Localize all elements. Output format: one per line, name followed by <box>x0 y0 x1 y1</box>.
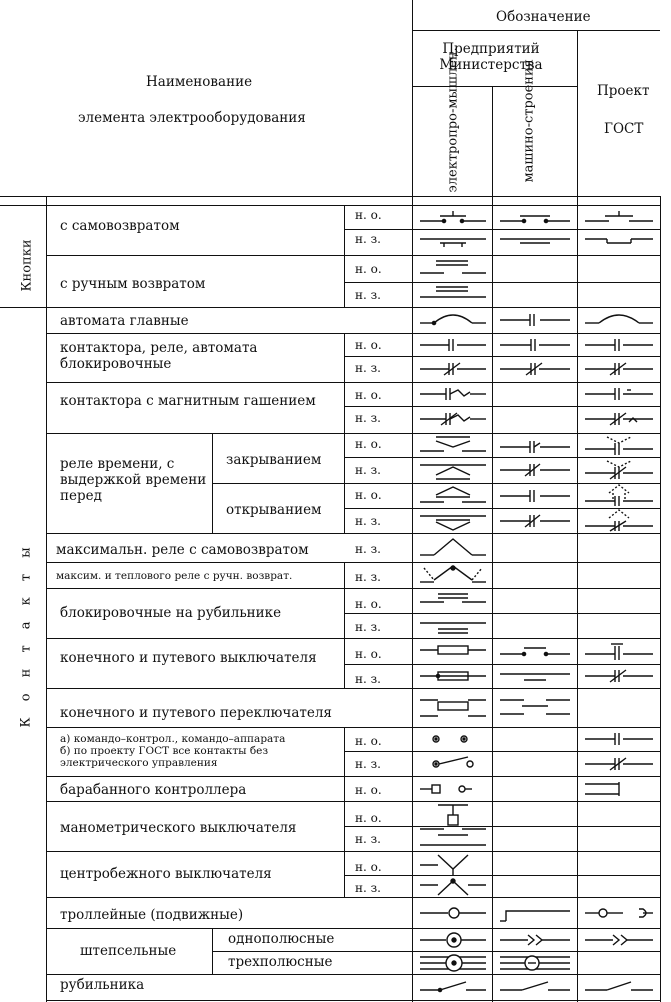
section-buttons: Кнопки <box>19 239 35 292</box>
row-main: автомата главные <box>60 313 189 329</box>
header-gost-line2: ГОСТ <box>604 121 644 137</box>
symbol-timer-close-no-machine <box>494 433 576 457</box>
mode-btn-manual-no: н. о. <box>355 262 382 276</box>
row-plug: штепсельные <box>80 943 177 959</box>
symbol-command-nz-electro <box>414 751 492 776</box>
symbol-drum-gost <box>579 776 659 801</box>
symbol-limit-no-machine <box>494 638 576 664</box>
symbol-block-nz-machine <box>494 356 576 382</box>
row-btn-self: с самовозвратом <box>60 218 180 234</box>
mode-btn-self-nz: н. з. <box>355 232 381 246</box>
symbol-plug-triple-electro <box>414 951 492 974</box>
symbol-button-no-electro <box>414 205 492 229</box>
mode-mano-nz: н. з. <box>355 832 381 846</box>
symbol-plug-triple-machine <box>494 951 576 974</box>
symbol-main-gost <box>579 307 659 333</box>
mode-timer-close-nz: н. з. <box>355 463 381 477</box>
row-timer-close: закрыванием <box>226 452 322 468</box>
row-knife: рубильника <box>60 977 145 993</box>
symbol-limit-no-electro <box>414 638 492 664</box>
symbol-switch-block-no-electro <box>414 588 492 613</box>
mode-magnet-nz: н. з. <box>355 411 381 425</box>
header-enterprises: Предприятий Министерства <box>439 41 543 73</box>
row-plug-single: однополюсные <box>228 931 335 947</box>
symbol-command-no-gost <box>579 727 659 751</box>
symbol-max-electro <box>414 533 492 562</box>
mode-mano-no: н. о. <box>355 811 382 825</box>
symbol-timer-open-nz-gost <box>579 508 659 533</box>
mode-command-nz: н. з. <box>355 757 381 771</box>
symbol-timer-open-no-gost <box>579 483 659 508</box>
header-name-line1: Наименование <box>146 74 253 90</box>
symbol-magnet-no-gost <box>579 382 659 406</box>
mode-command-no: н. о. <box>355 734 382 748</box>
symbol-block-no-gost <box>579 333 659 356</box>
row-max-thermal: максим. и теплового реле с ручн. возврат. <box>56 570 293 582</box>
symbol-timer-close-nz-electro <box>414 457 492 483</box>
row-drum: барабанного контроллера <box>60 782 247 798</box>
row-block: контактора, реле, автомата блокировочные <box>60 340 258 372</box>
mode-max-nz: н. з. <box>355 542 381 556</box>
row-timer-open: открыванием <box>226 502 322 518</box>
symbol-magnet-nz-electro <box>414 406 492 433</box>
symbol-button-no-machine <box>494 205 576 229</box>
mode-btn-self-no: н. о. <box>355 208 382 222</box>
symbol-trolley-electro <box>414 897 492 928</box>
symbol-timer-close-nz-gost <box>579 457 659 483</box>
row-btn-manual: с ручным возвратом <box>60 276 206 292</box>
symbol-plug-single-electro <box>414 928 492 951</box>
row-plug-triple: трехполюсные <box>228 954 333 970</box>
mode-limit-no: н. о. <box>355 647 382 661</box>
row-trolley: троллейные (подвижные) <box>60 907 244 923</box>
row-limit: конечного и путевого выключателя <box>60 650 317 666</box>
symbol-button-nz-machine <box>494 229 576 255</box>
symbol-timer-close-no-gost <box>579 433 659 457</box>
symbol-timer-open-nz-machine <box>494 508 576 533</box>
mode-drum-no: н. о. <box>355 783 382 797</box>
mode-centri-no: н. о. <box>355 860 382 874</box>
mode-switch-block-nz: н. з. <box>355 620 381 634</box>
symbol-limit-no-gost <box>579 638 659 664</box>
mode-block-nz: н. з. <box>355 361 381 375</box>
symbol-button-nz-gost <box>579 229 659 255</box>
symbol-knife-gost <box>579 974 659 1000</box>
symbol-limit-nz-electro <box>414 664 492 688</box>
symbol-limit-nz-gost <box>579 664 659 688</box>
symbol-timer-close-no-electro <box>414 433 492 457</box>
symbol-button-nz-electro <box>414 229 492 255</box>
symbol-main-electro <box>414 307 492 333</box>
mode-block-no: н. о. <box>355 338 382 352</box>
symbol-command-nz-gost <box>579 751 659 776</box>
symbol-timer-open-no-machine <box>494 483 576 508</box>
symbol-main-machine <box>494 307 576 333</box>
symbol-timer-open-nz-electro <box>414 508 492 533</box>
symbol-block-no-electro <box>414 333 492 356</box>
row-centri: центробежного выключателя <box>60 866 272 882</box>
symbol-limit-switch-electro <box>414 688 492 727</box>
row-command-a: а) командо–контрол., командо–аппарата <box>60 733 286 745</box>
mode-magnet-no: н. о. <box>355 388 382 402</box>
symbol-block-no-machine <box>494 333 576 356</box>
symbol-switch-block-nz-electro <box>414 613 492 638</box>
mode-switch-block-no: н. о. <box>355 597 382 611</box>
symbol-command-no-electro <box>414 727 492 751</box>
mode-max-thermal-nz: н. з. <box>355 570 381 584</box>
symbol-knife-electro <box>414 974 492 1000</box>
symbol-trolley-machine <box>494 897 576 928</box>
symbol-magnet-no-electro <box>414 382 492 406</box>
symbol-plug-single-gost <box>579 928 659 951</box>
mode-timer-close-no: н. о. <box>355 437 382 451</box>
section-contacts: К о н т а к т ы <box>18 541 34 728</box>
header-designation: Обозначение <box>496 9 591 25</box>
row-mano: манометрического выключателя <box>60 820 297 836</box>
row-max: максимальн. реле с самовозвратом <box>56 542 309 558</box>
mode-btn-manual-nz: н. з. <box>355 288 381 302</box>
row-timer: реле времени, с выдержкой времени перед <box>60 456 207 504</box>
header-name-line2: элемента электрооборудования <box>78 110 306 126</box>
symbol-button-no-gost <box>579 205 659 229</box>
mode-limit-nz: н. з. <box>355 672 381 686</box>
symbol-plug-single-machine <box>494 928 576 951</box>
symbol-mano-electro <box>414 801 492 851</box>
mode-timer-open-nz: н. з. <box>355 514 381 528</box>
symbol-block-nz-gost <box>579 356 659 382</box>
symbol-timer-open-no-electro <box>414 483 492 508</box>
symbol-limit-switch-machine <box>494 688 576 727</box>
header-col-machine: машино-строения <box>521 59 537 183</box>
mode-centri-nz: н. з. <box>355 881 381 895</box>
symbol-max-thermal-electro <box>414 562 492 588</box>
symbol-limit-nz-machine <box>494 664 576 688</box>
symbol-timer-close-nz-machine <box>494 457 576 483</box>
symbol-magnet-nz-gost <box>579 406 659 433</box>
symbol-trolley-gost <box>579 897 659 928</box>
row-command-b: б) по проекту ГОСТ все контакты без электрического управления <box>60 745 269 769</box>
header-gost-line1: Проект <box>597 83 650 99</box>
symbol-drum-electro <box>414 776 492 801</box>
symbol-block-nz-electro <box>414 356 492 382</box>
mode-timer-open-no: н. о. <box>355 488 382 502</box>
symbol-knife-machine <box>494 974 576 1000</box>
symbol-centri-electro <box>414 851 492 897</box>
row-switch-block: блокировочные на рубильнике <box>60 605 282 621</box>
header-col-electro: электропро-мышлен. <box>445 47 461 193</box>
row-limit-switch: конечного и путевого переключателя <box>60 705 332 721</box>
symbol-button-manual-electro <box>414 255 492 307</box>
row-magnet: контактора с магнитным гашением <box>60 393 316 409</box>
